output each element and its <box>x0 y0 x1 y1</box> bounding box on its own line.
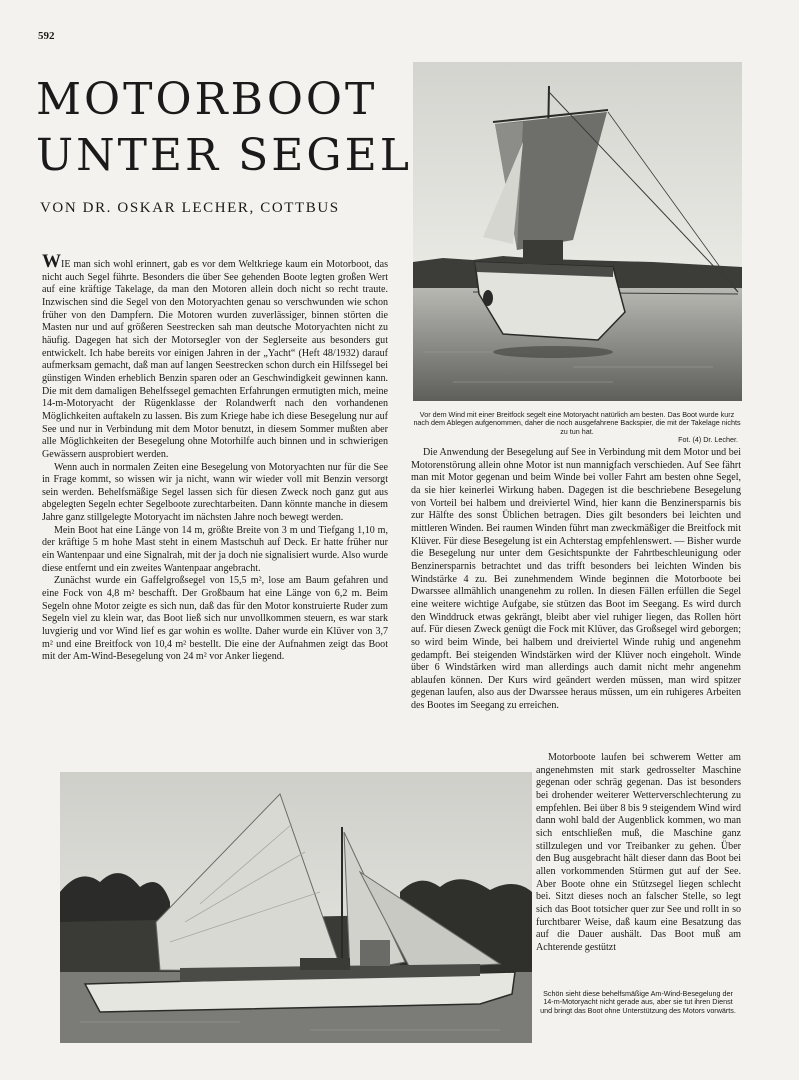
photo1-credit: Fot. (4) Dr. Lecher. <box>678 435 738 445</box>
drop-cap: W <box>42 251 61 272</box>
article-column-2 <box>411 447 741 713</box>
photo1-caption-text: Vor dem Wind mit einer Breitfock segelt eine Motoryacht natürlich am besten. Das Boot wurde kurz nach dem Ablegen aufgenommen, daher die noch ausgefahrene Backspier, die mit der Takelage nichts zu tun hat. <box>413 410 741 436</box>
title-line-2: UNTER SEGEL <box>36 130 412 181</box>
title-line-1: MOTORBOOT <box>36 74 378 125</box>
photo1-caption <box>412 411 742 445</box>
page-number: 592 <box>38 30 55 42</box>
paragraph: Die Anwendung der Besegelung auf See in Verbindung mit dem Motor und bei Motorenstörung allein ohne Motor ist nun mannigfach verschieden. Auf See fährt man mit Motor gegenan und beim Winde bei voller Fahrt am besten ohne Segel, da sie hier keinerlei Wirkung haben. Dagegen ist die beschriebene Besegelung von Vorteil bei halbem und dreiviertel Wind, hier kann die Benzinersparnis bis zur Hälfte des sonst Üblichen betragen. Dies gilt besonders bei leichten und mittleren Winden. Bei raumen Winden führt man zweckmäßiger die Breitfock mit Klüver. Für diese Besegelung ist ein Achterstag empfehlenswert. — Bisher wurde die Besegelung nur unter dem Gesichtspunkte der Fahrtbeschleunigung oder Benzinersparnis betrachtet und das trifft besonders bei leichten Winden bis Windstärke 4 zu. Bei zunehmendem Winde beginnen die Motorboote bei Dwarssee allmählich unangenehm zu rollen. In diesen Fällen erfüllen die Segel eine weitere wichtige Aufgabe, sie stützen das Boot im Seegang. Es wird durch den Winddruck etwas gekrängt, bleibt aber viel ruhiger liegen, das Rollen hört auf. Für diesen Zweck genügt die Fock mit Klüver, das Großsegel wird geborgen; so wird beim Winde, bei halbem und dreiviertel Winde ruhig und angenehm gedampft. Bei steigenden Windstärken wird der Klüver noch eingeholt. Winde über 6 Windstärken wird man allerdings auch damit nicht mehr angenehm ablaufen können. Der Kurs wird geändert werden müssen, man wird spitzer gegenan laufen, also aus der Dwarssee heraus müssen, um ein ruhigeres Arbeiten des Bootes im Seegang zu erreichen. <box>411 447 741 712</box>
photo2-caption: Schön sieht diese behelfsmäßige Am-Wind-Besegelung der 14-m-Motoryacht nicht gerade aus, aber sie tut ihren Dienst und bringt das Boot ohne Unterstützung des Motors vorwärts. <box>540 989 736 1015</box>
photo-motoryacht-breitfock <box>413 62 742 401</box>
paragraph: Zunächst wurde ein Gaffelgroßsegel von 15,5 m², lose am Baum gefahren und eine Fock von 4,8 m² beschafft. Der Großbaum hat eine Länge von 6,2 m. Beim Segeln ohne Motor zeigte es sich nun, daß das für den Motor konstruierte Ruder zum Segeln viel zu klein war, das Boot ließ sich nur unvollkommen steuern, es war stark luvgierig und vor Wind lief es gar wohin es wollte. Daher wurde ein Klüver von 3,7 m² und eine Breitfock von 10,4 m² bestellt. Die eine der Aufnahmen zeigt das Boot mit der Am-Wind-Besegelung von 24 m² vor Anker liegend. <box>42 575 388 663</box>
article-column-1 <box>42 251 388 664</box>
paragraph: Motorboote laufen bei schwerem Wetter am angenehmsten mit stark gedrosselter Maschine gegenan oder schräg gegenan. Das ist besonders bei drohender weiterer Wetterverschlechterung zu empfehlen. Bei über 8 bis 9 steigendem Wind wird dann wohl bald der Augenblick kommen, wo man sich entschließen muß, die Maschine ganz stillzulegen und vor Treibanker zu gehen. Über den Bug ausgebracht hält dieser dann das Boot bei allen vorkommenden Stürmen gut auf der See. Aber Boote ohne ein Stützsegel liegen schlecht bei. Sitzt dieses noch an falscher Stelle, so legt sich das Boot totsicher quer zur See und rollt in so furchtbarer Weise, daß kaum eine Besatzung das auf die Dauer aushält. Das Boot muß am Achterende gestützt <box>536 752 741 953</box>
article-title <box>36 72 412 184</box>
paragraph-text: IE man sich wohl erinnert, gab es vor dem Weltkriege kaum ein Motorboot, das nicht auch Segel führte. Besonders die über See gehenden Boote legten großen Wert auf eine kräftige Takelage, da man den Motoren allein doch nicht so recht traute. Inzwischen sind die Segel von den Motoryachten genau so verschwunden wie schon früher von den Dampfern. Die Motoren wurden zuverlässiger, binnen störten die Masten nur und auf größeren Seestrecken sah man deutsche Motoryachten nicht zu häufig. Dagegen hat sich der Motorsegler von der Seglerseite aus besonders gut entwickelt. Ich habe bereits vor einigen Jahren in der „Yacht“ (Heft 48/1932) darauf aufmerksam gemacht, daß man auf langen Seestrecken schon durch ein Hilfssegel bei günstigen Winden erheblich Benzin sparen oder an Geschwindigkeit gewinnen kann. Die mit dem damaligen Behelfssegel gemachten Erfahrungen ermutigten mich, meine 14-m-Motoryacht der Rügenklasse der Rolandwerft nach den vorhandenen Möglichkeiten auftakeln zu lassen. Bis zum Kriege habe ich diese Besegelung nur auf See und nur in Verbindung mit dem Motor benutzt, in diesem Sommer mußten aber alle Möglichkeiten der Besegelung ohne Motorhilfe auch binnen und in schwierigen Gewässern ausprobiert werden. <box>42 259 388 460</box>
photo-am-wind-besegelung <box>60 772 532 1043</box>
paragraph <box>42 251 388 462</box>
photo-am-wind-besegelung-image <box>60 772 532 1043</box>
paragraph: Wenn auch in normalen Zeiten eine Besegelung von Motoryachten nur für die See in Frage kommt, so wissen wir ja nicht, wann wir wieder voll mit Benzin versorgt sein werden. Behelfsmäßige Segel lassen sich für diesen Zweck noch ganz gut aus abgelegten Segeln echter Segelboote zurechtarbeiten. Dann könnte manche in diesem Jahre ganz stillgelegte Motoryacht im nächsten Jahre noch bewegt werden. <box>42 461 388 524</box>
paragraph: Mein Boot hat eine Länge von 14 m, größte Breite von 3 m und Tiefgang 1,10 m, der kräftige 5 m hohe Mast steht in einem Mastschuh auf Deck. Er hatte früher nur ein Wantenpaar und eine Signalrah, mit der ja doch nie signalisiert wurde. Also wurde diese entfernt und ein zweites Wantenpaar angebracht. <box>42 524 388 574</box>
article-column-2-continued <box>536 752 741 955</box>
byline: VON DR. OSKAR LECHER, COTTBUS <box>40 200 340 216</box>
photo-motoryacht-breitfock-image <box>413 62 742 401</box>
